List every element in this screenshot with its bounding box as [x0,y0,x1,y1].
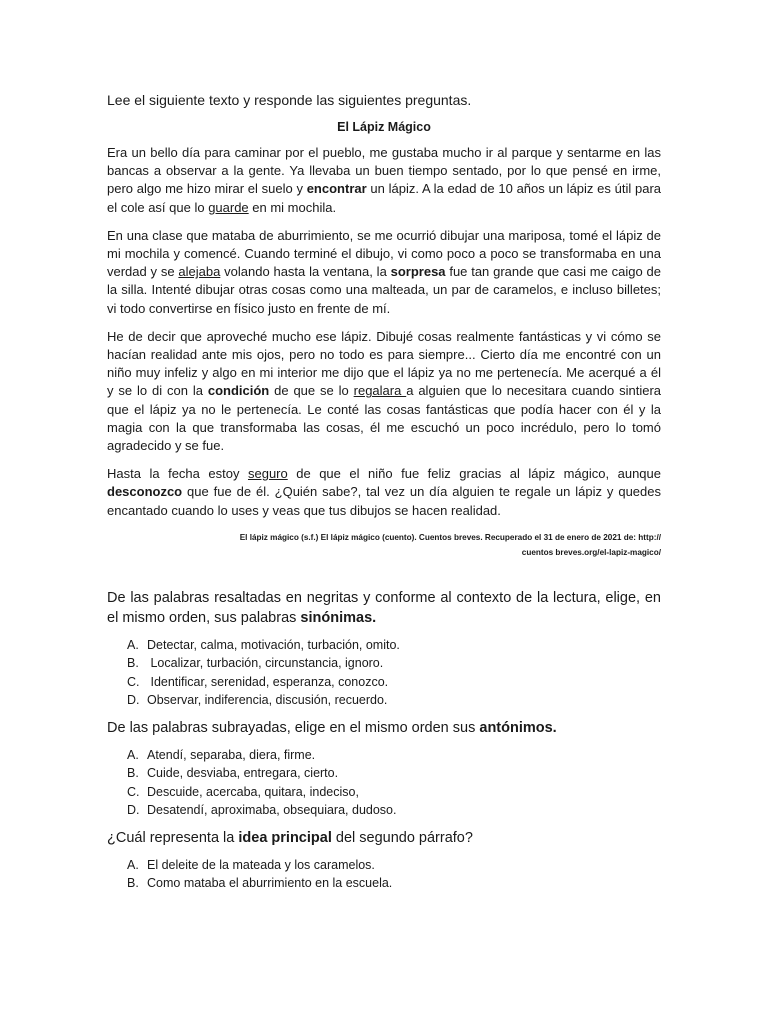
story-paragraph-2: En una clase que mataba de aburrimiento, se me ocurrió dibujar una mariposa, tomé el lápiz de mi mochila y comencé. Cuando terminé el dibujo, vi como poco a poco se transformaba en una verdad y se alejaba volando hasta la ventana, la sorpresa fue tan grande que casi me caigo de la silla. Intenté dibujar otras cosas como una malteada, un par de caramelos, e incluso billetes; vi todo convertirse en físico justo en frente de mí. [107,227,661,316]
option-item[interactable]: A. Detectar, calma, motivación, turbación, omito. [127,637,400,652]
story-paragraph-4: Hasta la fecha estoy seguro de que el niño fue feliz gracias al lápiz mágico, aunque desconozco que fue de él. ¿Quién sabe?, tal vez un día alguien te regale un lápiz y quedes encantado cuando lo uses y veas que tus dibujos se hacen realidad. [107,466,661,518]
bold-word-condicion: condición [207,383,270,399]
underlined-word-regalara: regalara [353,383,407,399]
question-1: De las palabras resaltadas en negritas y conforme al contexto de la lectura, elige, en el mismo orden, sus palabras sinónimas. [107,589,661,626]
bold-word-desconozco: desconozco [107,484,183,500]
story-title: El Lápiz Mágico [337,120,431,134]
question-3: ¿Cuál representa la idea principal del segundo párrafo? [107,829,473,846]
question-3-keyword: idea principal [238,829,332,846]
instructions: Lee el siguiente texto y responde las siguientes preguntas. [107,92,472,108]
story-paragraph-3: He de decir que aproveché mucho ese lápiz. Dibujé cosas realmente fantásticas y vi cómo se hacían realidad ante mis ojos, pero no todo es para siempre... Cierto día me encontré con un niño muy infeliz y algo en mi interior me dijo que el lápiz ya no me pertenecía. Me acerqué a él y se lo di con la condición de que se lo regalara a alguien que lo necesitara cuando sintiera que el lápiz ya no le pertenecía. Le conté las cosas fantásticas que podía hacer con él y la magia con la que transformaba las cosas, él me escuchó un poco incrédulo, pero lo tomó agradecido y se fue. [107,328,662,454]
option-item[interactable]: B. Como mataba el aburrimiento en la escuela. [127,876,393,891]
citation-line-2: cuentos breves.org/el-lapiz-magico/ [521,547,661,557]
question-3-options [107,856,661,893]
question-2-options [107,746,661,820]
option-item[interactable]: A. Atendí, separaba, diera, firme. [127,747,316,762]
document-page [107,92,661,901]
option-item[interactable]: D. Desatendí, aproximaba, obsequiara, dudoso. [127,803,397,818]
option-item[interactable]: B. Cuide, desviaba, entregara, cierto. [127,766,339,781]
underlined-word-seguro: seguro [247,466,288,482]
citation-line-1: El lápiz mágico (s.f.) El lápiz mágico (cuento). Cuentos breves. Recuperado el 31 de enero de 2021 de: http:// [239,532,661,542]
option-item[interactable]: C. Descuide, acercaba, quitara, indeciso, [127,784,359,799]
question-1-keyword: sinónimas. [300,609,377,626]
question-2: De las palabras subrayadas, elige en el mismo orden sus antónimos. [107,719,557,736]
bold-word-sorpresa: sorpresa [390,264,446,280]
bold-word-encontrar: encontrar [306,181,367,197]
option-item[interactable]: D. Observar, indiferencia, discusión, recuerdo. [127,693,388,708]
question-2-keyword: antónimos. [479,719,557,736]
option-item[interactable]: B. Localizar, turbación, circunstancia, ignoro. [127,656,384,671]
underlined-word-guarde: guarde [208,199,249,215]
question-1-options [107,636,661,710]
option-item[interactable]: A. El deleite de la mateada y los caramelos. [127,857,375,872]
underlined-word-alejaba: alejaba [178,264,221,280]
story-paragraph-1: Era un bello día para caminar por el pueblo, me gustaba mucho ir al parque y sentarme en las bancas a observar a la gente. Ya llevaba un buen tiempo sentado, por lo que pensé en irme, pero algo me hizo mirar el suelo y encontrar un lápiz. A la edad de 10 años un lápiz es útil para el cole así que lo guarde en mi mochila. [107,145,661,215]
option-item[interactable]: C. Identificar, serenidad, esperanza, conozco. [127,674,389,689]
citation [107,530,661,560]
